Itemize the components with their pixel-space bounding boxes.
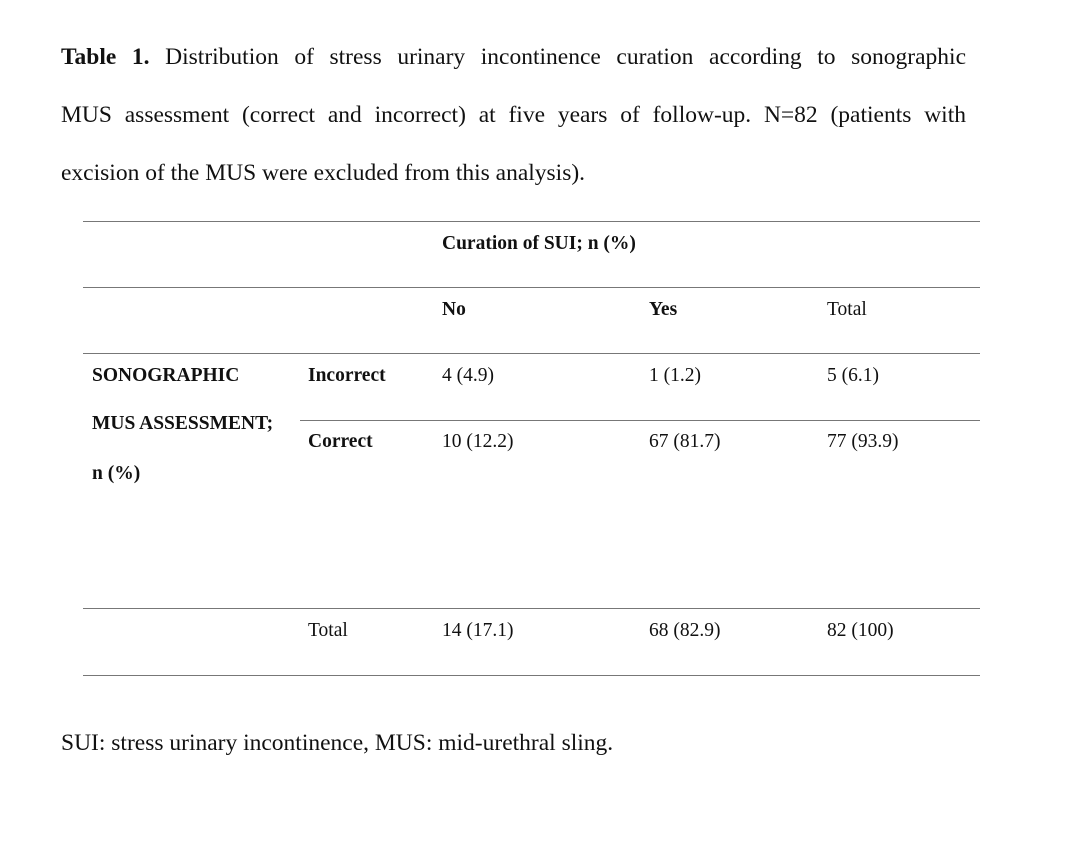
cell-incorrect-total: 5 (6.1) <box>827 365 879 386</box>
header-rule <box>83 287 980 288</box>
table-label: Table 1. <box>61 44 150 70</box>
cell-correct-yes: 67 (81.7) <box>649 431 721 452</box>
column-header-yes: Yes <box>649 299 678 320</box>
caption-line-1 <box>61 28 966 86</box>
row-label-total: Total <box>308 620 348 641</box>
column-header-rule <box>83 353 980 354</box>
table-caption <box>61 28 966 202</box>
row-group-label-line-3: n (%) <box>92 463 141 484</box>
caption-line-3: excision of the MUS were excluded from this analysis). <box>61 160 586 186</box>
column-header-no: No <box>442 299 466 320</box>
cell-incorrect-no: 4 (4.9) <box>442 365 494 386</box>
cell-total-yes: 68 (82.9) <box>649 620 721 641</box>
row-group-label-line-1: SONOGRAPHIC <box>92 365 240 386</box>
row-group-label-line-2: MUS ASSESSMENT; <box>92 413 274 434</box>
cell-correct-total: 77 (93.9) <box>827 431 899 452</box>
caption-line-2: MUS assessment (correct and incorrect) at five years of follow-up. N=82 (patients with <box>61 102 966 128</box>
cell-total-no: 14 (17.1) <box>442 620 514 641</box>
table-footnote: SUI: stress urinary incontinence, MUS: mid-urethral sling. <box>61 730 614 756</box>
row-label-correct: Correct <box>308 431 373 452</box>
spanning-header: Curation of SUI; n (%) <box>442 233 636 254</box>
cell-correct-no: 10 (12.2) <box>442 431 514 452</box>
cell-total-total: 82 (100) <box>827 620 894 641</box>
total-row-rule <box>83 608 980 609</box>
cell-incorrect-yes: 1 (1.2) <box>649 365 701 386</box>
row-separator-rule <box>300 420 980 421</box>
table-top-rule <box>83 221 980 222</box>
caption-line-1-text: Distribution of stress urinary incontinence curation according to sonographic <box>165 44 967 70</box>
table-bottom-rule <box>83 675 980 676</box>
column-header-total: Total <box>827 299 867 320</box>
row-label-incorrect: Incorrect <box>308 365 386 386</box>
